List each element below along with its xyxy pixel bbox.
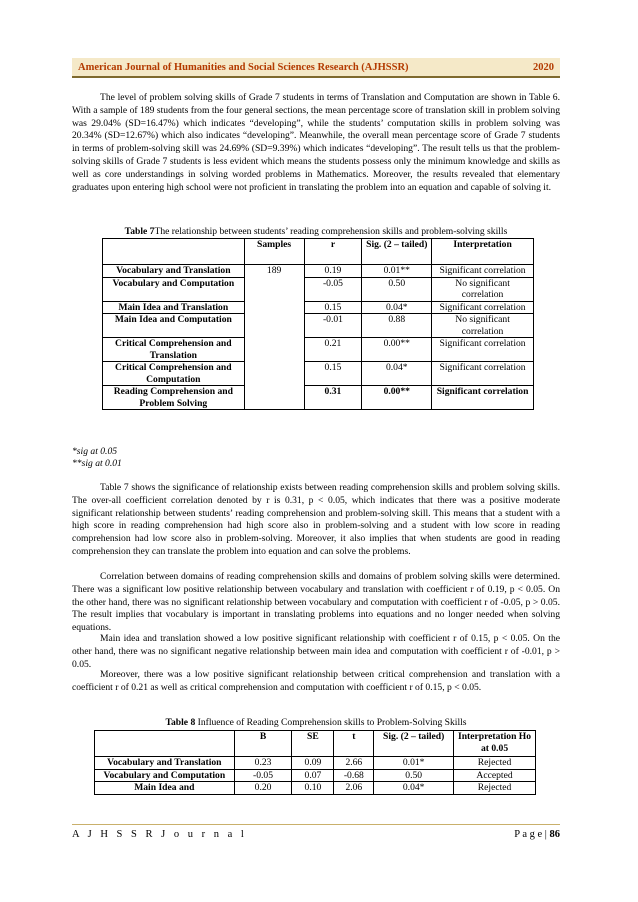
table8-caption-label: Table 8 [165, 717, 196, 728]
table8-header-empty [95, 731, 235, 757]
table7-caption-label: Table 7 [124, 226, 155, 237]
paragraph-table6-summary: The level of problem solving skills of Grade 7 students in terms of Translation and Computation are shown in Table 6. With a sample of 189 students from the four general sections, the mean percentage score of translation skill in problem solving was 29.04% (SD=16.47%) which indicates “developing”, while the students’ computation skills in problem solving was 20.34% (SD=12.67%) which also indicates “developing”. Meanwhile, the overall mean percentage score of Grade 7 students in terms of problem-solving skill was 24.69% (SD=9.39%) which indicates “developing”. The result tells us that the problem-solving skills of Grade 7 students is less evident which means the students possess only the minimum knowledge and skills as well as core understandings in solving worded problems in Mathematics. Moreover, the results revealed that elementary graduates upon entering high school were not proficient in translating the problem into an equation and capable of solving it. [72, 92, 560, 193]
table-row: Vocabulary and Computation -0.05 0.07 -0.68 0.50 Accepted [95, 769, 536, 782]
table-row: Main Idea and Translation 0.15 0.04* Significant correlation [103, 301, 534, 314]
table7-caption [72, 226, 560, 237]
table7-header-sig: Sig. (2 – tailed) [362, 239, 432, 265]
footer-page-label: P a g e | [514, 829, 547, 840]
paragraph-domain-correlation: Correlation between domains of reading comprehension skills and domains of problem solving skills were determined. There was a significant low positive relationship between vocabulary and translation with coefficient r of 0.19, p < 0.05. On the other hand, there was no significant relationship between vocabulary and computation with coefficient r of -0.05, p > 0.05. The result implies that vocabulary is important in translating problems into equations and no longer needed when solving equations. [72, 571, 560, 634]
table8-header-sig: Sig. (2 – tailed) [374, 731, 454, 757]
table8-caption [72, 717, 560, 728]
table7-caption-text: The relationship between students’ reading comprehension skills and problem-solving skills [154, 226, 508, 237]
table-row: Main Idea and 0.20 0.10 2.06 0.04* Rejected [95, 782, 536, 795]
table-row: Main Idea and Computation -0.01 0.88 No significant correlation [103, 314, 534, 338]
table8-header-se: SE [292, 731, 334, 757]
table7-header-samples: Samples [244, 239, 304, 265]
table-row: Critical Comprehension and Computation 0.15 0.04* Significant correlation [103, 362, 534, 386]
paragraph-main-idea: Main idea and translation showed a low positive significant relationship with coefficient r of 0.15, p < 0.05. On the other hand, there was no significant negative relationship between main idea and computation with coefficient r of -0.01, p > 0.05. [72, 633, 560, 670]
footer-page [514, 829, 560, 840]
table8-header-b: B [234, 731, 292, 757]
footer-page-number: 86 [549, 829, 560, 840]
table8-caption-text: Influence of Reading Comprehension skills to Problem-Solving Skills [195, 717, 467, 728]
table-row: Vocabulary and Computation -0.05 0.50 No significant correlation [103, 277, 534, 301]
table7-header-interpretation: Interpretation [432, 239, 534, 265]
journal-title: American Journal of Humanities and Social Sciences Research (AJHSSR) [78, 61, 409, 73]
table7-header-empty [103, 239, 245, 265]
table-row: Vocabulary and Translation 189 0.19 0.01** Significant correlation [103, 265, 534, 278]
table8 [94, 730, 536, 795]
table7-header-r: r [304, 239, 362, 265]
paragraph-table7-discussion: Table 7 shows the significance of relationship exists between reading comprehension skills and problem solving skills. The over-all coefficient correlation denoted by r is 0.31, p < 0.05, which indicates that there was a positive moderate significant relationship between students’ reading comprehension and problem-solving skill. This means that a student with a high score in reading comprehension had high score also in problem-solving and a student with low score in reading comprehension had low score also in problem-solving. Moreover, it also implies that when students are good in reading comprehension they can translate the problem into equation and can solve the problems. [72, 482, 560, 557]
paragraph-critical-comprehension: Moreover, there was a low positive significant relationship between critical comprehension and translation with a coefficient r of 0.21 as well as critical comprehension and computation with coefficient r of 0.15, p < 0.05. [72, 669, 560, 693]
table7-note-005: *sig at 0.05 [72, 446, 118, 457]
table7-samples-cell: 189 [244, 265, 304, 410]
table7-note-001: **sig at 0.01 [72, 458, 122, 469]
journal-year: 2020 [533, 61, 554, 73]
page-footer [72, 829, 560, 840]
table7 [102, 238, 534, 410]
table-row: Reading Comprehension and Problem Solving 0.31 0.00** Significant correlation [103, 386, 534, 410]
journal-header [72, 58, 560, 78]
table8-header-interpretation: Interpretation Ho at 0.05 [454, 731, 536, 757]
footer-rule [72, 824, 560, 825]
table-row: Vocabulary and Translation 0.23 0.09 2.66 0.01* Rejected [95, 757, 536, 770]
table8-header-t: t [334, 731, 374, 757]
table-row: Critical Comprehension and Translation 0.21 0.00** Significant correlation [103, 338, 534, 362]
footer-journal: A J H S S R J o u r n a l [72, 829, 247, 840]
